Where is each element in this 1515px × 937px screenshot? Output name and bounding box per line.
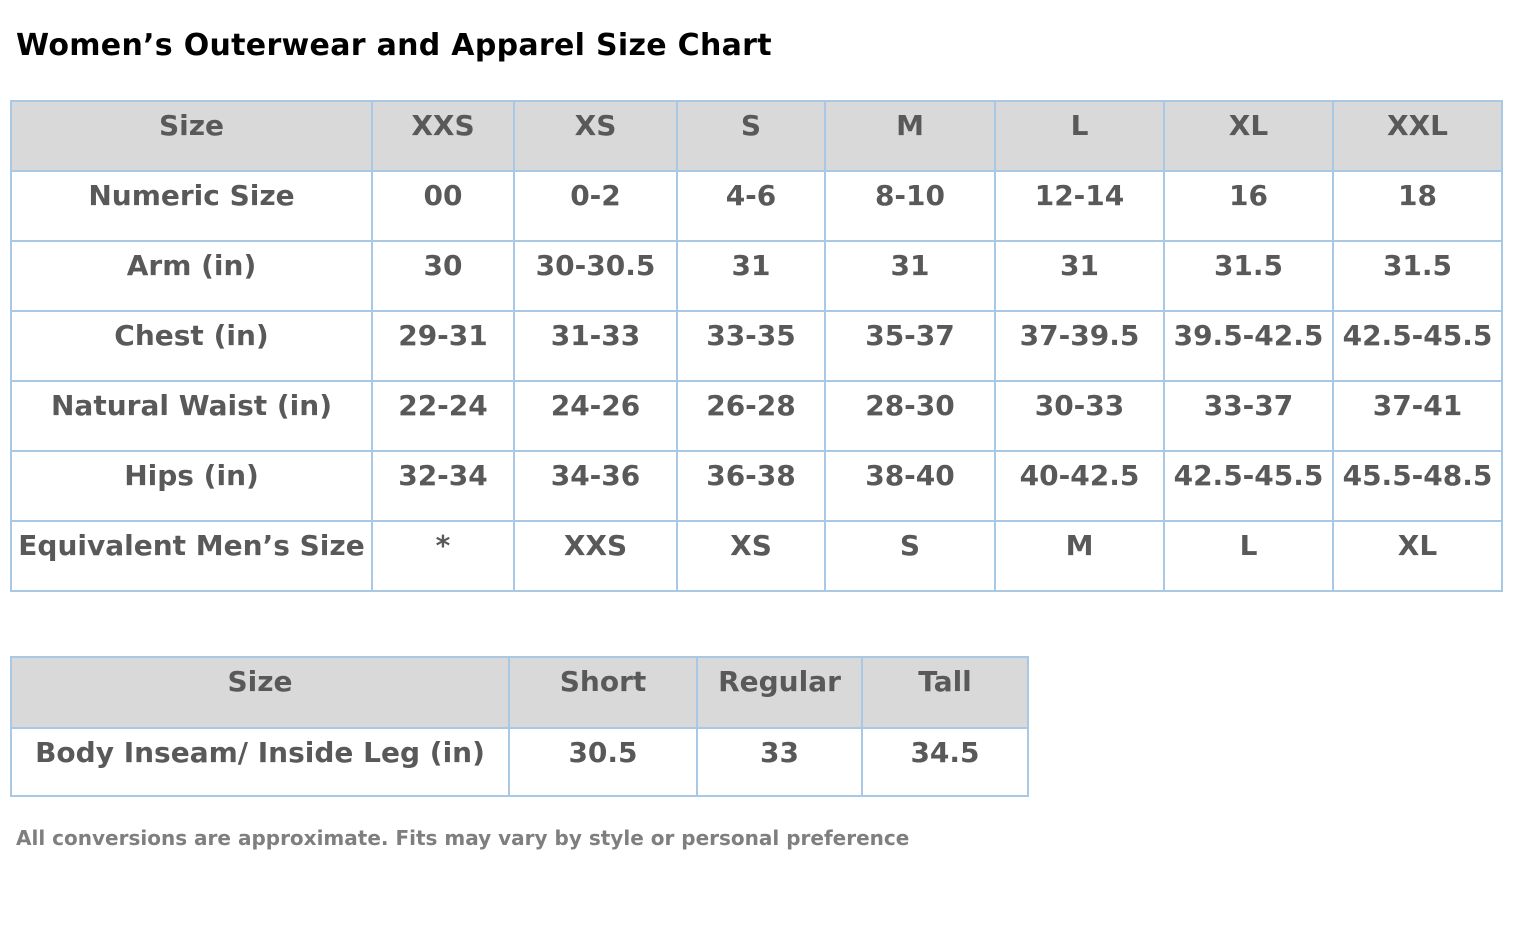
footnote: All conversions are approximate. Fits may vary by style or personal preference	[16, 826, 910, 850]
table-row	[11, 521, 1502, 591]
table-cell: *	[372, 521, 514, 591]
header-cell: XS	[514, 101, 677, 171]
size-chart-table	[10, 100, 1503, 592]
inseam-header-row	[11, 657, 1028, 728]
header-cell: Tall	[862, 657, 1028, 728]
table-cell: 30-33	[995, 381, 1164, 451]
table-cell: 32-34	[372, 451, 514, 521]
table-cell: 39.5-42.5	[1164, 311, 1333, 381]
header-cell: M	[825, 101, 995, 171]
table-cell: 37-41	[1333, 381, 1502, 451]
table-row	[11, 381, 1502, 451]
table-cell: 30	[372, 241, 514, 311]
table-cell: 0-2	[514, 171, 677, 241]
table-cell: 42.5-45.5	[1164, 451, 1333, 521]
inseam-table	[10, 656, 1029, 797]
table-cell: 42.5-45.5	[1333, 311, 1502, 381]
table-row	[11, 728, 1028, 796]
table-cell: 34-36	[514, 451, 677, 521]
row-label: Chest (in)	[11, 311, 372, 381]
table-cell: 31	[995, 241, 1164, 311]
table-row	[11, 241, 1502, 311]
header-cell: Size	[11, 101, 372, 171]
table-cell: 31.5	[1333, 241, 1502, 311]
table-cell: 24-26	[514, 381, 677, 451]
header-cell: Short	[509, 657, 697, 728]
table-row	[11, 171, 1502, 241]
table-cell: 31	[825, 241, 995, 311]
table-cell: 30.5	[509, 728, 697, 796]
table-cell: 4-6	[677, 171, 825, 241]
header-cell: Regular	[697, 657, 862, 728]
table-cell: XXS	[514, 521, 677, 591]
table-cell: 30-30.5	[514, 241, 677, 311]
row-label: Natural Waist (in)	[11, 381, 372, 451]
table-cell: 33	[697, 728, 862, 796]
header-cell: XXS	[372, 101, 514, 171]
table-cell: 35-37	[825, 311, 995, 381]
table-cell: 29-31	[372, 311, 514, 381]
header-cell: L	[995, 101, 1164, 171]
table-cell: 8-10	[825, 171, 995, 241]
table-cell: L	[1164, 521, 1333, 591]
size-chart-header-row	[11, 101, 1502, 171]
table-cell: 37-39.5	[995, 311, 1164, 381]
table-cell: 31-33	[514, 311, 677, 381]
table-cell: 31	[677, 241, 825, 311]
table-row	[11, 451, 1502, 521]
row-label: Hips (in)	[11, 451, 372, 521]
table-cell: 26-28	[677, 381, 825, 451]
table-cell: 22-24	[372, 381, 514, 451]
table-cell: 28-30	[825, 381, 995, 451]
row-label: Numeric Size	[11, 171, 372, 241]
table-cell: 12-14	[995, 171, 1164, 241]
row-label: Equivalent Men’s Size	[11, 521, 372, 591]
table-row	[11, 311, 1502, 381]
table-cell: 18	[1333, 171, 1502, 241]
row-label: Arm (in)	[11, 241, 372, 311]
table-cell: 38-40	[825, 451, 995, 521]
header-cell: XXL	[1333, 101, 1502, 171]
header-cell: XL	[1164, 101, 1333, 171]
table-cell: 16	[1164, 171, 1333, 241]
table-cell: M	[995, 521, 1164, 591]
table-cell: 31.5	[1164, 241, 1333, 311]
table-cell: XS	[677, 521, 825, 591]
table-cell: 36-38	[677, 451, 825, 521]
header-cell: S	[677, 101, 825, 171]
page-title: Women’s Outerwear and Apparel Size Chart	[16, 28, 772, 63]
table-cell: XL	[1333, 521, 1502, 591]
header-cell: Size	[11, 657, 509, 728]
table-cell: 34.5	[862, 728, 1028, 796]
table-cell: 45.5-48.5	[1333, 451, 1502, 521]
table-cell: S	[825, 521, 995, 591]
row-label: Body Inseam/ Inside Leg (in)	[11, 728, 509, 796]
table-cell: 40-42.5	[995, 451, 1164, 521]
table-cell: 33-35	[677, 311, 825, 381]
table-cell: 00	[372, 171, 514, 241]
table-cell: 33-37	[1164, 381, 1333, 451]
